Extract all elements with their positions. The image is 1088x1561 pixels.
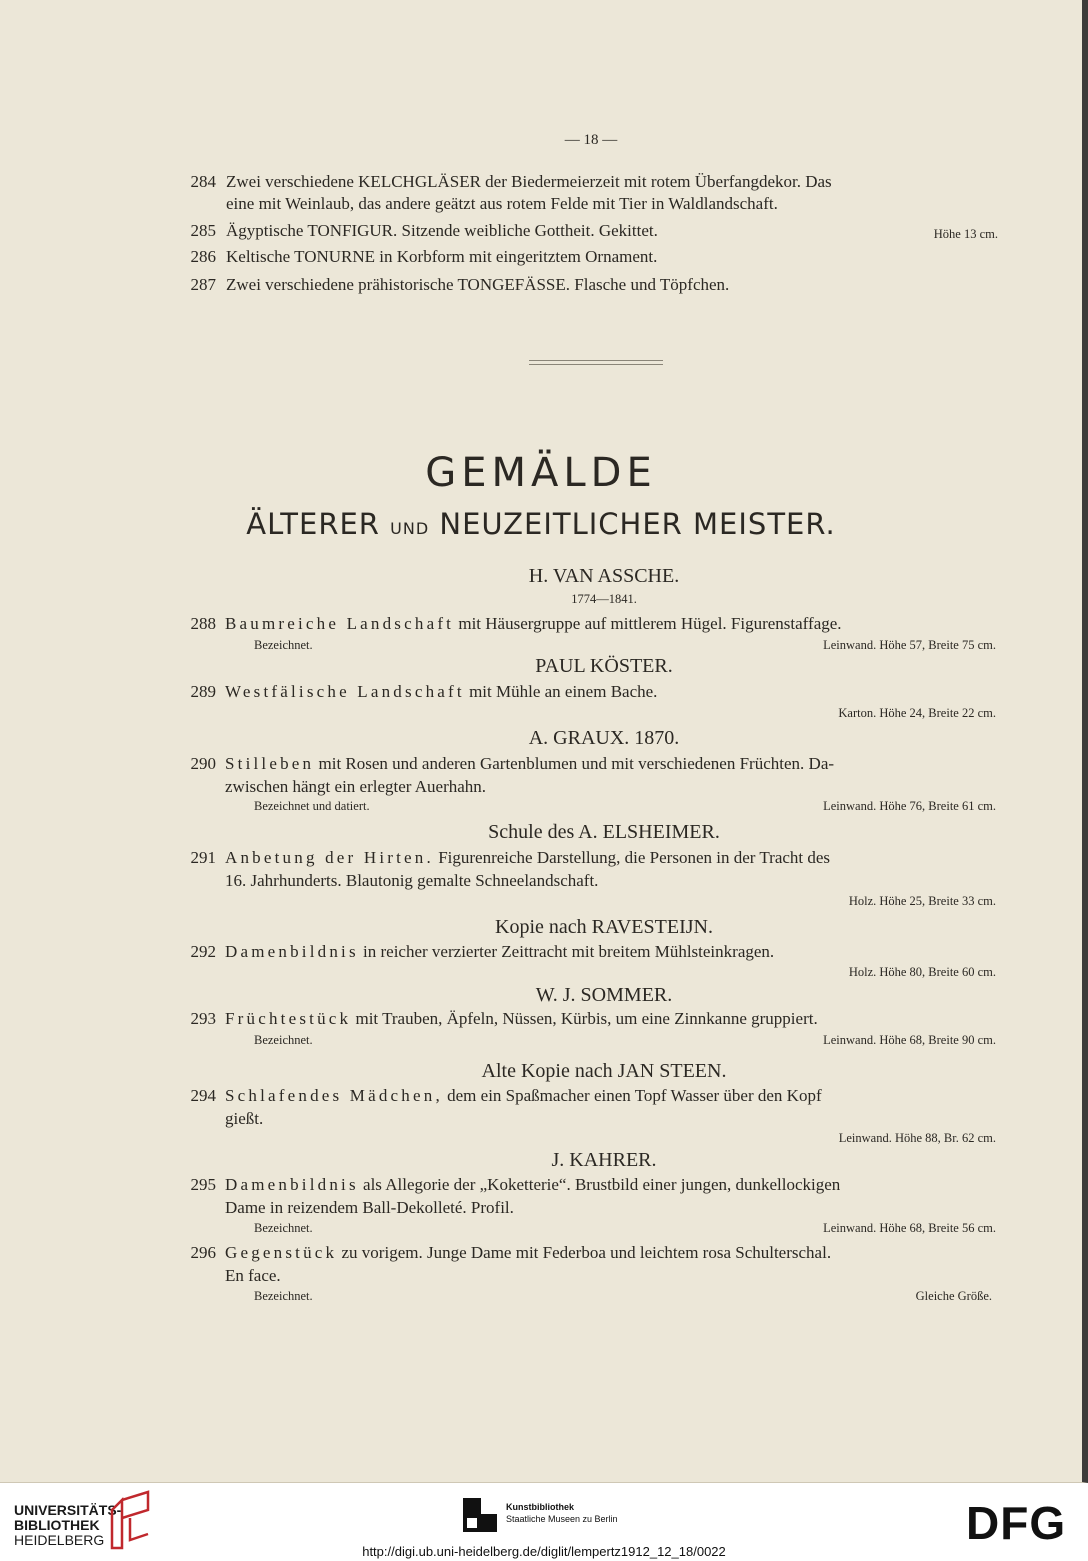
lot-title: Schlafendes Mädchen, bbox=[225, 1086, 443, 1105]
lot-note: Bezeichnet. bbox=[254, 1289, 313, 1303]
lot-dims: Holz. Höhe 25, Breite 33 cm. bbox=[848, 894, 996, 908]
artist-heading: Schule des A. ELSHEIMER. bbox=[488, 821, 720, 843]
lot-text bbox=[225, 1087, 822, 1104]
lot-note: Bezeichnet. bbox=[254, 1221, 313, 1235]
lot-dims: Leinwand. Höhe 76, Breite 61 cm. bbox=[823, 799, 996, 813]
subtitle-part1: ÄLTERER bbox=[246, 507, 380, 541]
lot-number: 290 bbox=[190, 754, 216, 773]
section-title: GEMÄLDE bbox=[425, 450, 657, 496]
ub-logo-line3: HEIDELBERG bbox=[14, 1532, 105, 1548]
entry-285-number: 285 bbox=[190, 221, 216, 240]
lot-description: mit Rosen und anderen Gartenblumen und mit verschiedenen Früchten. Da- bbox=[314, 754, 835, 773]
lot-description: mit Häusergruppe auf mittlerem Hügel. Figurenstaffage. bbox=[454, 614, 842, 633]
artist-heading: PAUL KÖSTER. bbox=[535, 655, 673, 677]
lot-number: 294 bbox=[190, 1086, 216, 1105]
lot-text bbox=[225, 683, 657, 700]
lot-title: Westfälische Landschaft bbox=[225, 682, 465, 701]
entry-285-text: Ägyptische TONFIGUR. Sitzende weibliche Gottheit. Gekittet. bbox=[226, 221, 658, 240]
lot-text-line2: 16. Jahrhunderts. Blautonig gemalte Schneelandschaft. bbox=[225, 871, 599, 890]
lot-title: Baumreiche Landschaft bbox=[225, 614, 455, 633]
lot-text-line2: En face. bbox=[225, 1266, 281, 1285]
lot-number: 293 bbox=[190, 1009, 216, 1028]
lot-title: Früchtestück bbox=[225, 1009, 352, 1028]
lot-title: Stilleben bbox=[225, 754, 315, 773]
lot-text bbox=[225, 615, 842, 632]
lot-dims: Karton. Höhe 24, Breite 22 cm. bbox=[838, 706, 996, 720]
lot-number: 295 bbox=[190, 1175, 216, 1194]
dfg-logo: DFG bbox=[966, 1497, 1067, 1549]
divider-rule-top bbox=[529, 360, 663, 361]
lot-description: als Allegorie der „Koketterie“. Brustbild einer jungen, dunkellockigen bbox=[358, 1175, 841, 1194]
lot-text bbox=[225, 755, 834, 772]
subtitle-part2: NEUZEITLICHER MEISTER. bbox=[439, 507, 836, 541]
lot-text bbox=[225, 849, 830, 866]
artist-heading: Kopie nach RAVESTEIJN. bbox=[495, 916, 713, 938]
entry-286-text: Keltische TONURNE in Korbform mit eingeritztem Ornament. bbox=[226, 247, 658, 266]
kunstbibliothek-name: Kunstbibliothek bbox=[506, 1502, 574, 1512]
lot-text bbox=[225, 1176, 840, 1193]
lot-text-line2: Dame in reizendem Ball-Dekolleté. Profil. bbox=[225, 1198, 514, 1217]
entry-284-number: 284 bbox=[190, 172, 216, 191]
artist-dates: 1774—1841. bbox=[571, 592, 637, 606]
ub-logo-icon bbox=[108, 1490, 156, 1552]
lot-number: 296 bbox=[190, 1243, 216, 1262]
lot-text bbox=[225, 1010, 818, 1027]
lot-dims: Leinwand. Höhe 88, Br. 62 cm. bbox=[838, 1131, 996, 1145]
page-number: — 18 — bbox=[564, 132, 618, 148]
artist-heading: W. J. SOMMER. bbox=[535, 984, 673, 1006]
kunstbibliothek-logo-icon bbox=[463, 1498, 497, 1532]
lot-number: 289 bbox=[190, 682, 216, 701]
lot-title: Anbetung der Hirten. bbox=[225, 848, 434, 867]
lot-dims: Leinwand. Höhe 68, Breite 56 cm. bbox=[823, 1221, 996, 1235]
artist-heading: A. GRAUX. 1870. bbox=[528, 727, 680, 749]
lot-description: mit Mühle an einem Bache. bbox=[464, 682, 658, 701]
section-subtitle bbox=[0, 507, 1082, 541]
artist-heading: Alte Kopie nach JAN STEEN. bbox=[481, 1060, 727, 1082]
lot-note: Bezeichnet und datiert. bbox=[254, 799, 370, 813]
subtitle-und: UND bbox=[390, 519, 430, 538]
lot-description: Figurenreiche Darstellung, die Personen in der Tracht des bbox=[433, 848, 831, 867]
ub-logo-line1: UNIVERSITÄTS- bbox=[14, 1502, 122, 1518]
entry-287-number: 287 bbox=[190, 275, 216, 294]
lot-description: in reicher verzierter Zeittracht mit breitem Mühlsteinkragen. bbox=[358, 942, 775, 961]
entry-285-dims: Höhe 13 cm. bbox=[933, 227, 998, 241]
lot-note: Bezeichnet. bbox=[254, 1033, 313, 1047]
lot-title: Damenbildnis bbox=[225, 1175, 359, 1194]
entry-286-number: 286 bbox=[190, 247, 216, 266]
lot-title: Damenbildnis bbox=[225, 942, 359, 961]
entry-284-line2: eine mit Weinlaub, das andere geätzt aus rotem Felde mit Tier in Waldlandschaft. bbox=[226, 194, 778, 213]
lot-dims: Gleiche Größe. bbox=[915, 1289, 992, 1303]
kunstbibliothek-subtitle: Staatliche Museen zu Berlin bbox=[506, 1514, 618, 1524]
artist-heading: J. KAHRER. bbox=[551, 1149, 657, 1171]
lot-note: Bezeichnet. bbox=[254, 638, 313, 652]
lot-dims: Leinwand. Höhe 57, Breite 75 cm. bbox=[823, 638, 996, 652]
lot-number: 292 bbox=[190, 942, 216, 961]
lot-text-line2: zwischen hängt ein erlegter Auerhahn. bbox=[225, 777, 487, 796]
lot-text bbox=[225, 1244, 831, 1261]
lot-text bbox=[225, 943, 774, 960]
entry-284-line1: Zwei verschiedene KELCHGLÄSER der Biedermeierzeit mit rotem Überfangdekor. Das bbox=[226, 172, 832, 191]
lot-description: dem ein Spaßmacher einen Topf Wasser über den Kopf bbox=[442, 1086, 822, 1105]
lot-description: zu vorigem. Junge Dame mit Federboa und leichtem rosa Schulterschal. bbox=[337, 1243, 832, 1262]
lot-dims: Leinwand. Höhe 68, Breite 90 cm. bbox=[823, 1033, 996, 1047]
ub-logo-line2: BIBLIOTHEK bbox=[14, 1517, 100, 1533]
lot-description: mit Trauben, Äpfeln, Nüssen, Kürbis, um eine Zinnkanne gruppiert. bbox=[351, 1009, 818, 1028]
entry-287-text: Zwei verschiedene prähistorische TONGEFÄSSE. Flasche und Töpfchen. bbox=[226, 275, 730, 294]
lot-number: 288 bbox=[190, 614, 216, 633]
artist-heading: H. VAN ASSCHE. bbox=[528, 565, 680, 587]
lot-text-line2: gießt. bbox=[225, 1109, 264, 1128]
lot-number: 291 bbox=[190, 848, 216, 867]
source-url[interactable]: http://digi.ub.uni-heidelberg.de/diglit/lempertz1912_12_18/0022 bbox=[362, 1544, 726, 1559]
lot-dims: Holz. Höhe 80, Breite 60 cm. bbox=[848, 965, 996, 979]
lot-title: Gegenstück bbox=[225, 1243, 338, 1262]
divider-rule-bottom bbox=[529, 364, 663, 365]
